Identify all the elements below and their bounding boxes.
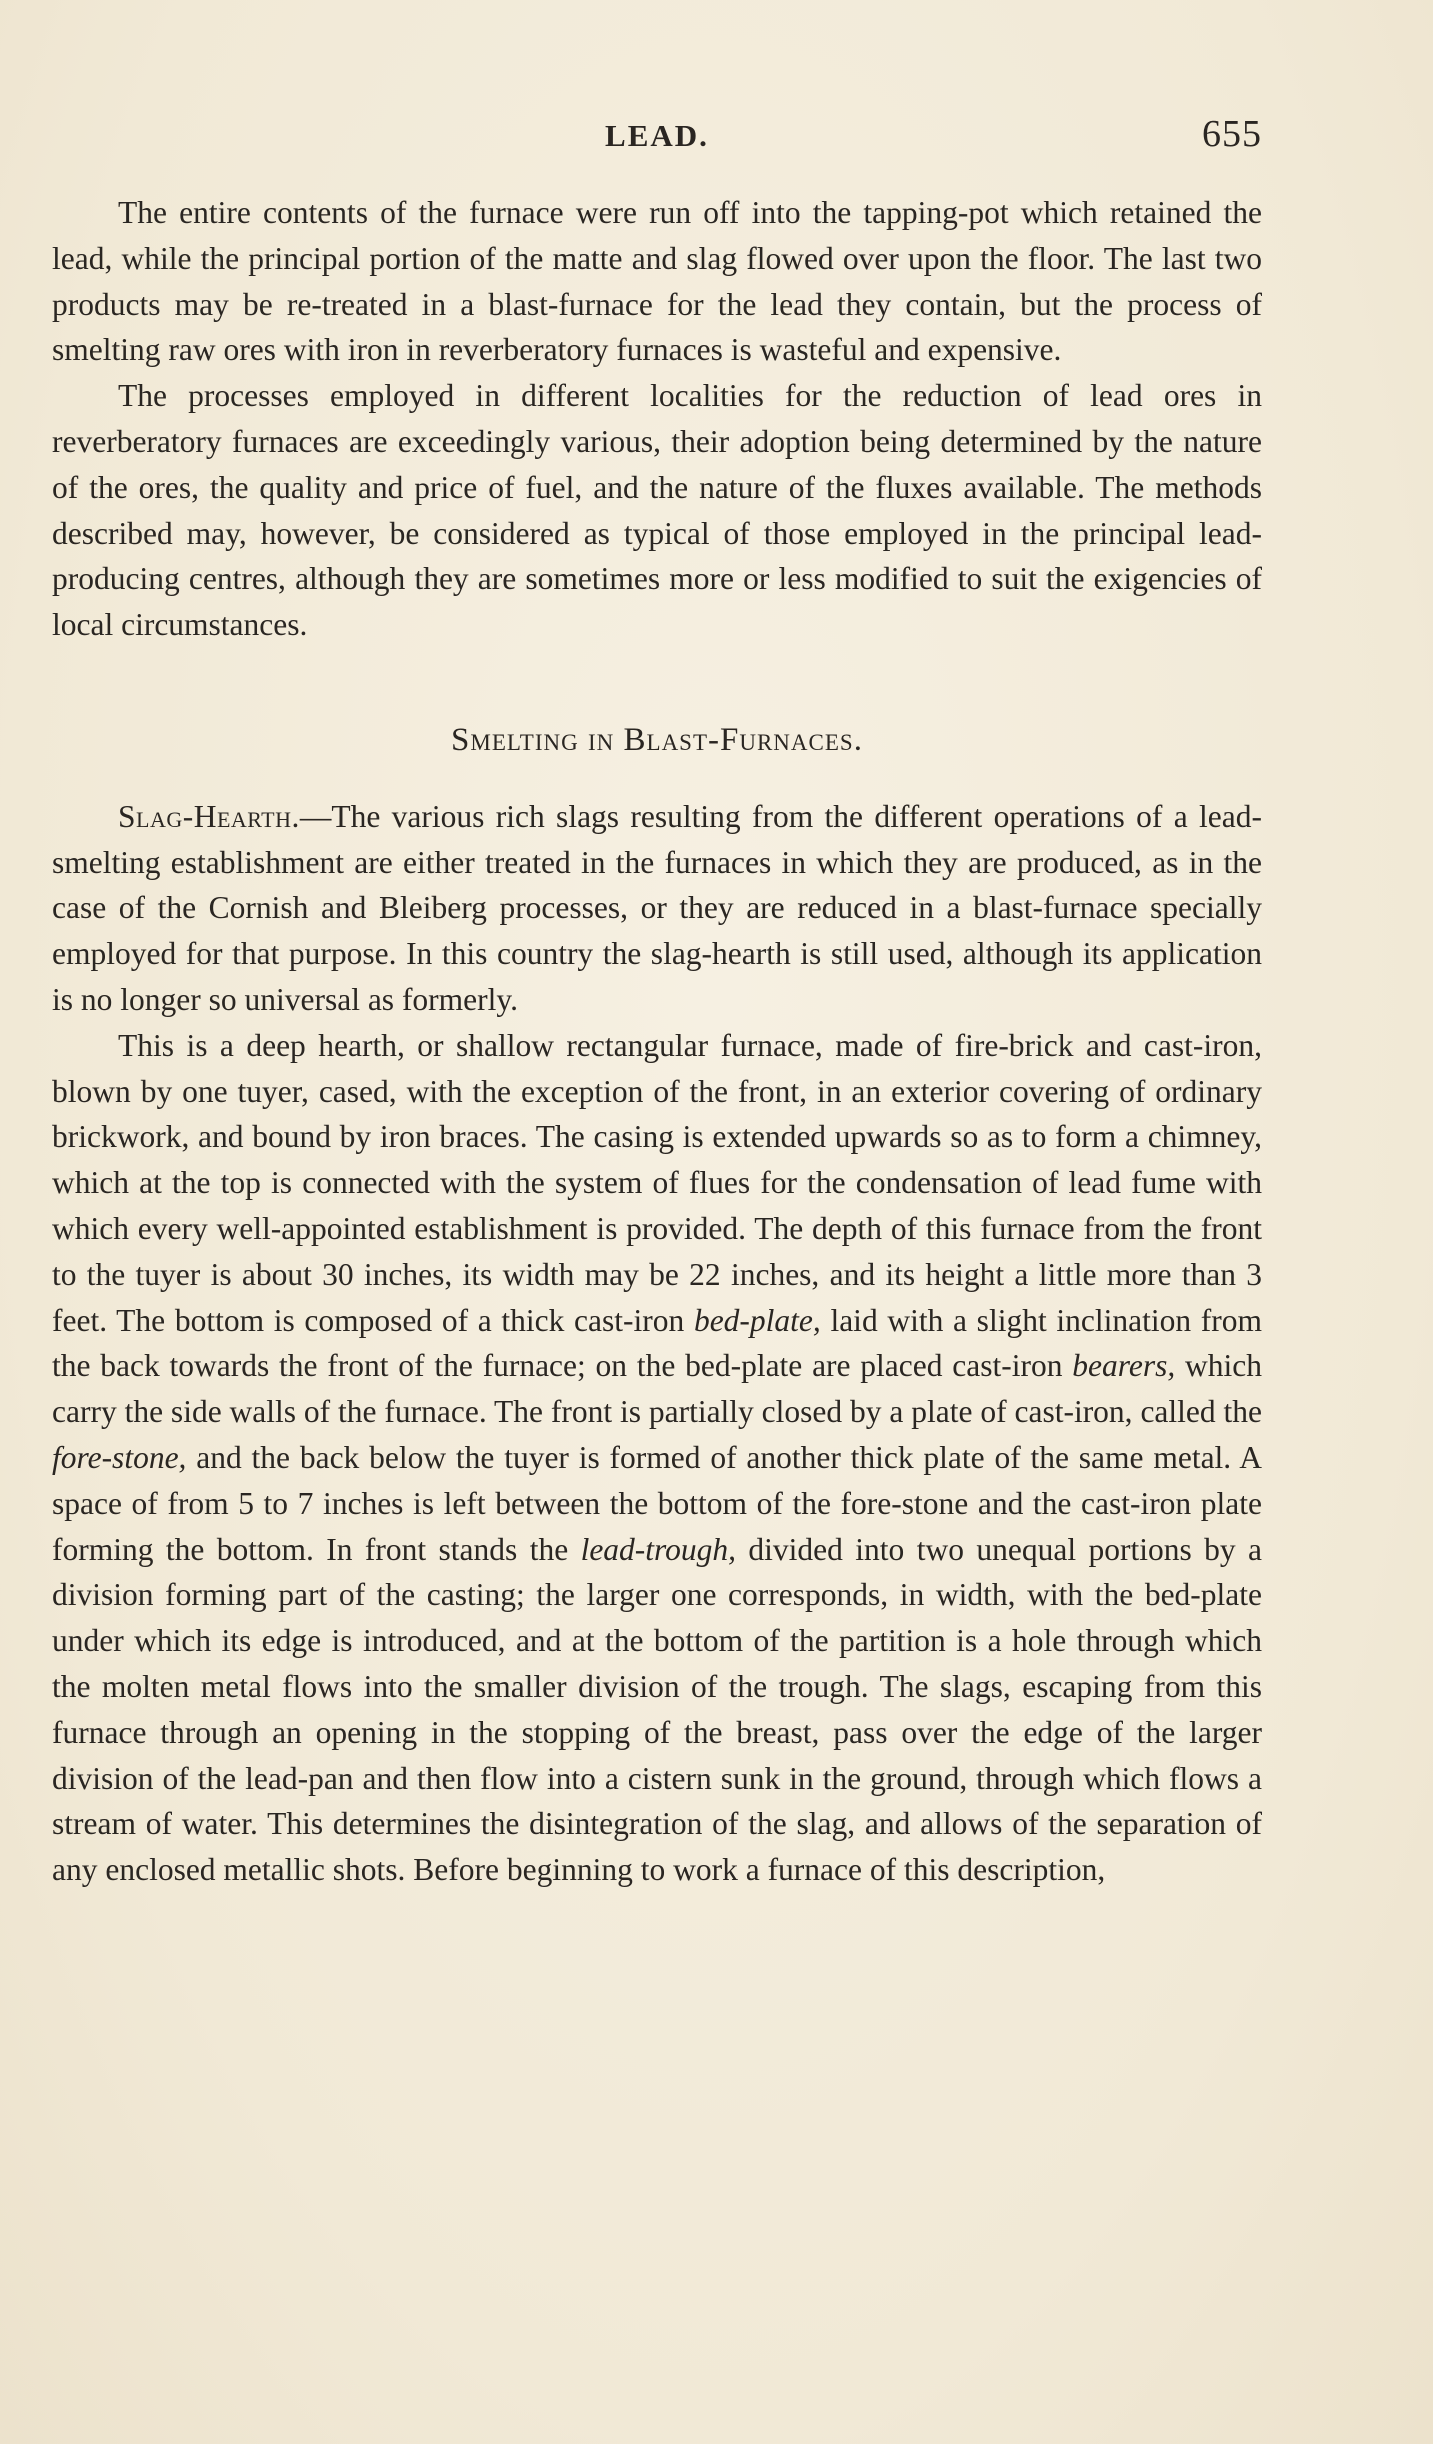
- paragraph-4-part-3: which carry the side walls of the furnace. The front is partially closed by a plate of cast-iron, called the: [52, 1348, 1262, 1430]
- running-head: [52, 112, 1262, 168]
- paragraph-3: [52, 794, 1262, 1023]
- run-in-heading: Slag-Hearth.: [118, 798, 300, 834]
- term-lead-trough: lead-trough,: [580, 1531, 737, 1567]
- paragraph-2: The processes employed in different localities for the reduction of lead ores in reverberatory furnaces are exceedingly various, their adoption being determined by the nature of the ores, the quality and price of fuel, and the nature of the fluxes available. The methods described may, however, be considered as typical of those employed in the principal lead-producing centres, although they are sometimes more or less modified to suit the exigencies of local circumstances.: [52, 378, 1262, 643]
- paragraph-3-text: —The various rich slags resulting from the different operations of a lead-smelting establishment are either treated in the furnaces in which they are produced, as in the case of the Cornish and Bleiberg processes, or they are reduced in a blast-furnace specially employed for that purpose. In this country the slag-hearth is still used, although its application is no longer so universal as formerly.: [52, 798, 1262, 1017]
- running-title: LEAD.: [605, 118, 709, 153]
- term-bed-plate: bed-plate,: [693, 1302, 821, 1338]
- page-number: 655: [1202, 113, 1262, 155]
- paragraph-4-part-2: laid with a slight inclination from the back towards the front of the furnace; on the bed-plate are placed cast-iron: [52, 1302, 1262, 1384]
- term-bearers: bearers,: [1072, 1348, 1176, 1384]
- paragraph-4-part-1: This is a deep hearth, or shallow rectangular furnace, made of fire-brick and cast-iron, blown by one tuyer, cased, with the exception of the front, in an exterior covering of ordinary brickwork, and bound by iron braces. The casing is extended upwards so as to form a chimney, which at the top is connected with the system of flues for the condensation of lead fume with which every well-appointed establishment is provided. The depth of this furnace from the front to the tuyer is about 30 inches, its width may be 22 inches, and its height a little more than 3 feet. The bottom is composed of a thick cast-iron: [52, 1027, 1262, 1338]
- paragraph-1: The entire contents of the furnace were run off into the tapping-pot which retained the lead, while the principal portion of the matte and slag flowed over upon the floor. The last two products may be re-treated in a blast-furnace for the lead they contain, but the process of smelting raw ores with iron in reverberatory furnaces is wasteful and expensive.: [52, 195, 1262, 368]
- term-fore-stone: fore-stone,: [52, 1439, 187, 1475]
- body-text: [52, 190, 1262, 1893]
- paragraph-4-part-4: and the back below the tuyer is formed of another thick plate of the same metal. A space of from 5 to 7 inches is left between the bottom of the fore-stone and the cast-iron plate forming the bottom. In front stands the: [52, 1439, 1262, 1567]
- paragraph-4: [52, 1023, 1262, 1893]
- section-heading: Smelting in Blast-Furnaces.: [451, 721, 863, 758]
- paragraph-4-part-5: divided into two unequal portions by a division forming part of the casting; the larger one corresponds, in width, with the bed-plate under which its edge is introduced, and at the bottom of the partition is a hole through which the molten metal flows into the smaller division of the trough. The slags, escaping from this furnace through an opening in the stopping of the breast, pass over the edge of the larger division of the lead-pan and then flow into a cistern sunk in the ground, through which flows a stream of water. This determines the disintegration of the slag, and allows of the separation of any enclosed metallic shots. Before beginning to work a furnace of this description,: [52, 1531, 1262, 1888]
